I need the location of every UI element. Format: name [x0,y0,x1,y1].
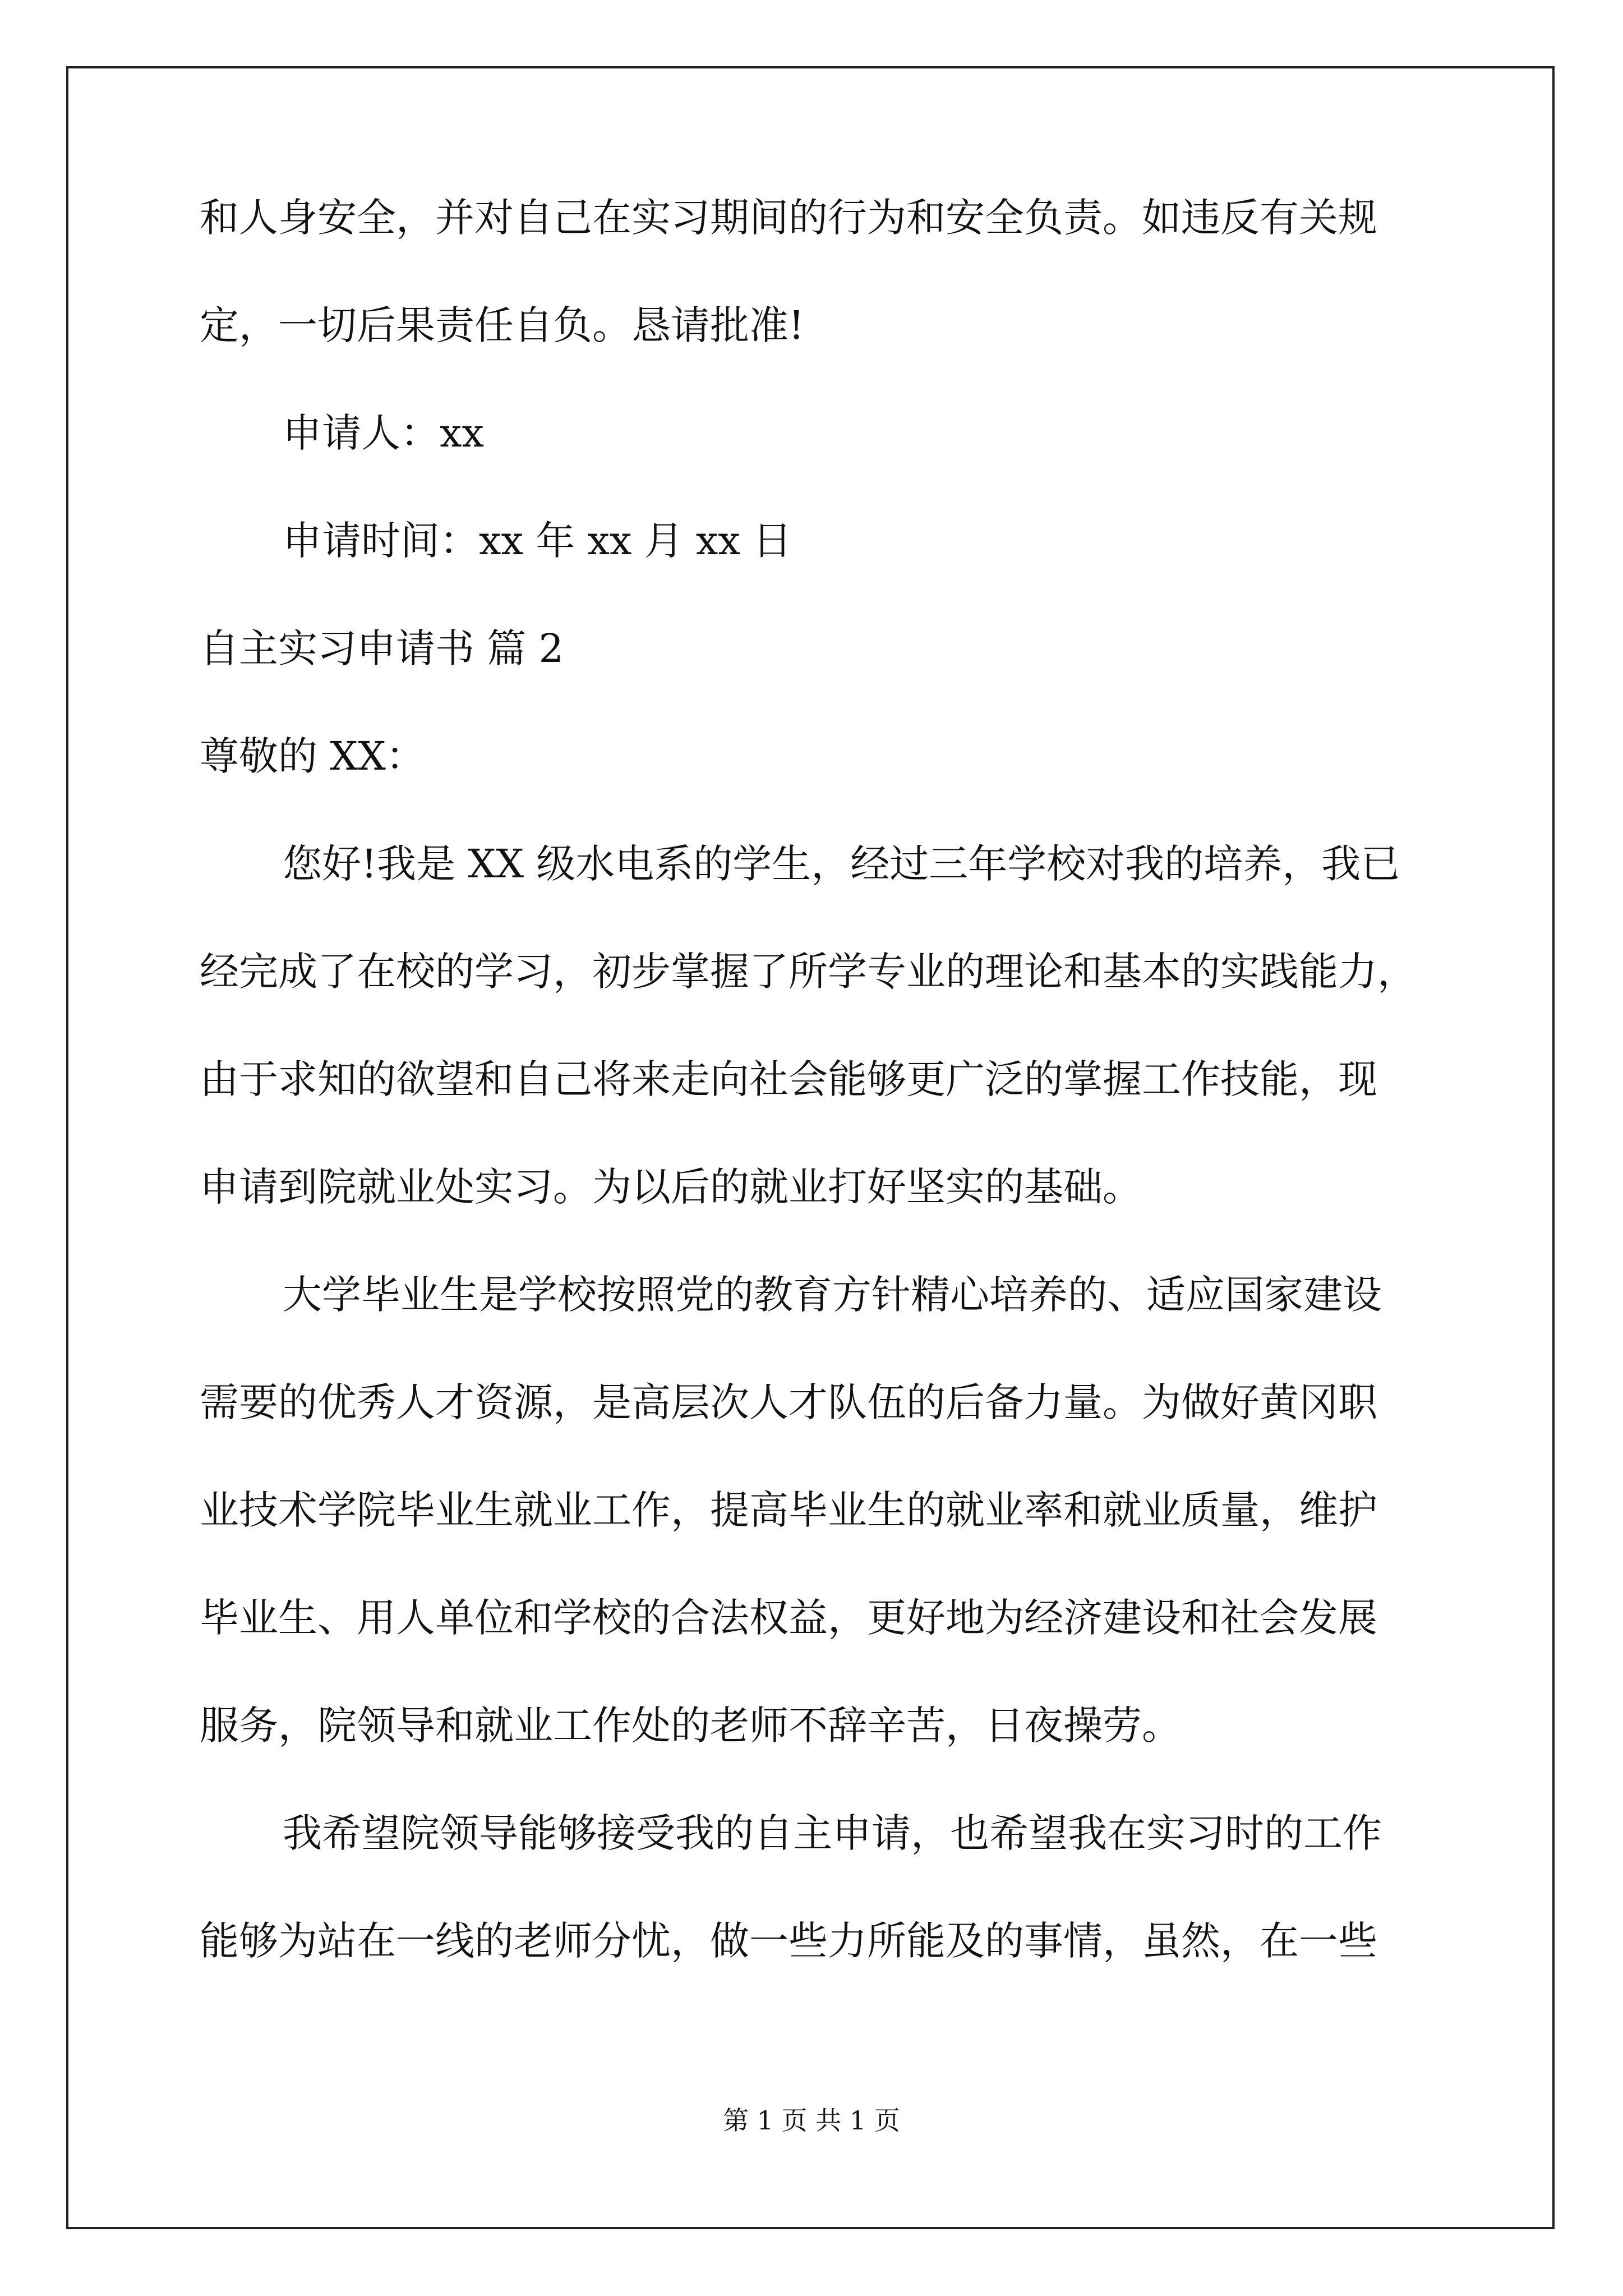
text-line: 需要的优秀人才资源，是高层次人才队伍的后备力量。为做好黄冈职 [200,1379,1377,1425]
page-footer: 第 1 页 共 1 页 [723,2105,900,2136]
salutation: 尊敬的 XX： [200,733,425,779]
text-line: 定，一切后果责任自负。恳请批准! [200,302,805,348]
text-line: 能够为站在一线的老师分忧，做一些力所能及的事情，虽然，在一些 [200,1918,1377,1964]
application-date-line: 申请时间：xx 年 xx 月 xx 日 [283,518,792,564]
section-heading: 自主实习申请书 篇 2 [200,625,564,671]
text-line: 和人身安全，并对自己在实习期间的行为和安全负责。如违反有关规 [200,195,1377,241]
applicant-line: 申请人：xx [283,410,484,456]
text-line: 服务，院领导和就业工作处的老师不辞辛苦，日夜操劳。 [200,1703,1181,1749]
text-line: 我希望院领导能够接受我的自主申请，也希望我在实习时的工作 [283,1810,1382,1856]
text-line: 您好!我是 XX 级水电系的学生，经过三年学校对我的培养，我已 [283,841,1400,887]
text-line: 业技术学院毕业生就业工作，提高毕业生的就业率和就业质量，维护 [200,1487,1377,1533]
text-line: 经完成了在校的学习，初步掌握了所学专业的理论和基本的实践能力， [200,949,1417,995]
document-body [200,191,1461,2022]
text-line: 毕业生、用人单位和学校的合法权益，更好地为经济建设和社会发展 [200,1595,1377,1641]
text-line: 由于求知的欲望和自己将来走向社会能够更广泛的掌握工作技能，现 [200,1056,1377,1102]
text-line: 申请到院就业处实习。为以后的就业打好坚实的基础。 [200,1164,1142,1210]
text-line: 大学毕业生是学校按照党的教育方针精心培养的、适应国家建设 [283,1272,1382,1318]
